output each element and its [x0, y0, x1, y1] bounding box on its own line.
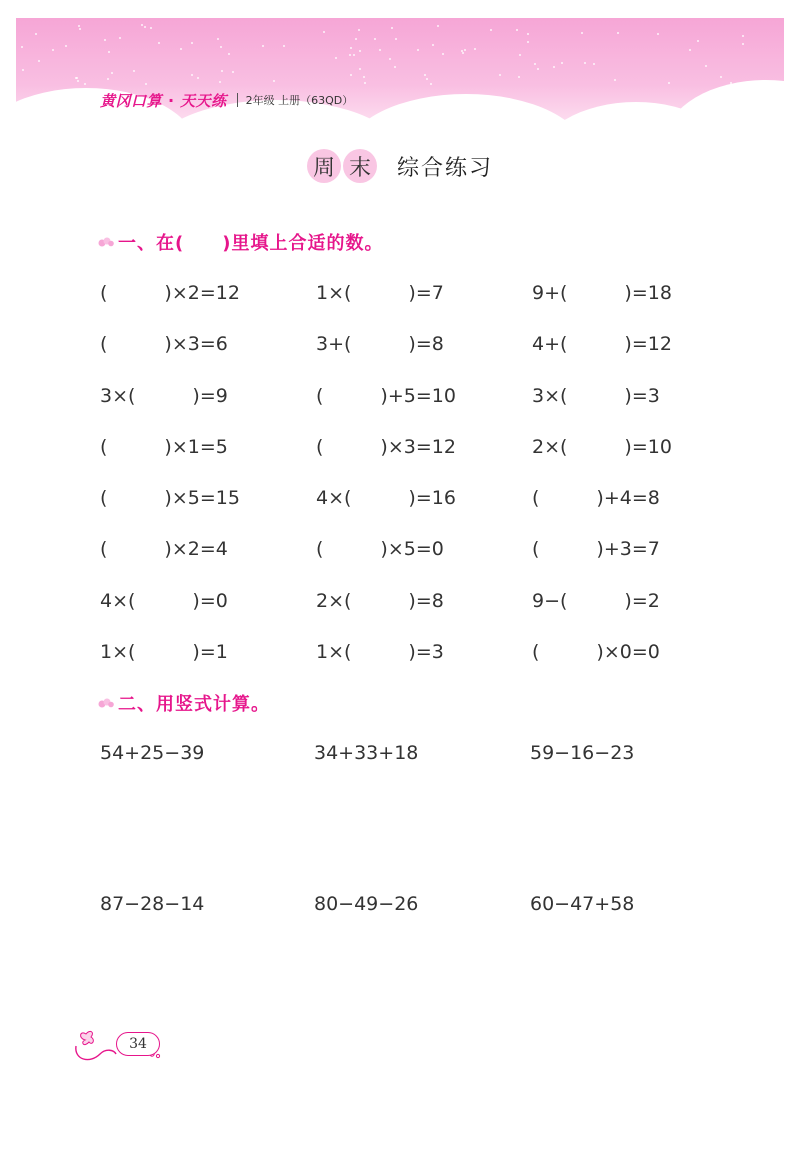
snow-dot [614, 79, 616, 81]
section-2-heading [98, 690, 270, 716]
snow-dot [197, 77, 199, 79]
snow-dot [394, 66, 396, 68]
snow-dot [499, 74, 501, 76]
snow-dot [145, 83, 147, 85]
snow-dot [141, 24, 143, 26]
snow-dot [464, 49, 466, 51]
title-badge-2: 末 [343, 149, 377, 183]
equation: 2×( )=8 [316, 589, 444, 612]
snow-dot [697, 40, 699, 42]
equation: ( )×5=0 [316, 538, 444, 561]
equation: 9+( )=18 [532, 282, 672, 304]
title-text: 综合练习 [396, 155, 493, 181]
snow-dot [77, 80, 79, 82]
section-1-label: 一、在( )里填上合适的数。 [118, 233, 384, 254]
snow-dot [490, 29, 492, 31]
snow-dot [593, 63, 595, 65]
brand-dot: · [168, 90, 175, 110]
cloud-shape [346, 94, 586, 130]
expression: 87−28−14 [100, 893, 205, 915]
equation: 1×( )=1 [100, 641, 228, 664]
page-title [0, 146, 800, 186]
snow-dot [349, 54, 351, 56]
equation: ( )+4=8 [532, 487, 660, 510]
snow-dot [22, 69, 24, 71]
snow-dot [668, 82, 670, 84]
snow-dot [462, 52, 464, 54]
expression: 60−47+58 [530, 893, 635, 915]
snow-dot [350, 47, 352, 49]
brand-subtitle: 天天练 [180, 91, 227, 110]
snow-dot [417, 49, 419, 51]
page-number: 34 [116, 1032, 160, 1056]
snow-dot [119, 37, 121, 39]
snow-dot [273, 80, 275, 82]
snow-dot [35, 33, 37, 35]
snow-dot [426, 78, 428, 80]
equation: ( )+5=10 [316, 384, 456, 407]
snow-dot [359, 68, 361, 70]
snow-dot [432, 44, 434, 46]
header-line [100, 89, 353, 111]
snow-dot [221, 70, 223, 72]
vertical-calc-grid [100, 738, 720, 1040]
snow-dot [657, 33, 659, 35]
equation: ( )+3=7 [532, 538, 660, 561]
snow-dot [537, 68, 539, 70]
snow-dot [395, 38, 397, 40]
expression: 80−49−26 [314, 893, 419, 915]
snow-dot [144, 26, 146, 28]
snow-dot [353, 54, 355, 56]
section-2-label: 二、用竖式计算。 [118, 694, 270, 715]
snow-dot [232, 71, 234, 73]
snow-dot [111, 72, 113, 74]
snow-dot [742, 43, 744, 45]
snow-dot [107, 78, 109, 80]
snow-dot [78, 25, 80, 27]
snow-dot [358, 29, 360, 31]
snow-dot [516, 29, 518, 31]
snow-dot [534, 63, 536, 65]
snow-dot [527, 41, 529, 43]
snow-dot [374, 38, 376, 40]
snow-dot [65, 45, 67, 47]
snow-dot [442, 53, 444, 55]
fill-blank-grid [100, 278, 720, 688]
flower-bullet-icon [98, 697, 114, 709]
expression: 54+25−39 [100, 742, 205, 764]
equation: ( )×3=6 [100, 333, 228, 356]
snow-dot [191, 42, 193, 44]
snow-dot [220, 46, 222, 48]
snow-dot [518, 76, 520, 78]
snow-dot [133, 70, 135, 72]
header-divider [237, 93, 238, 107]
snow-dot [389, 58, 391, 60]
snow-dot [150, 27, 152, 29]
brand-name: 黄冈口算 [100, 91, 163, 110]
snow-dot [561, 62, 563, 64]
snow-dot [84, 83, 86, 85]
snow-dot [581, 32, 583, 34]
snow-dot [430, 83, 432, 85]
equation: 3×( )=9 [100, 384, 228, 407]
equation: 1×( )=3 [316, 641, 444, 664]
snow-dot [350, 74, 352, 76]
snow-dot [79, 28, 81, 30]
snow-dot [474, 48, 476, 50]
flower-bullet-icon [98, 236, 114, 248]
snow-dot [553, 66, 555, 68]
expression: 34+33+18 [314, 742, 419, 764]
title-badge-1: 周 [307, 149, 341, 183]
snow-dot [21, 46, 23, 48]
snow-dot [38, 60, 40, 62]
equation: 3+( )=8 [316, 333, 444, 356]
snow-dot [335, 57, 337, 59]
snow-dot [364, 82, 366, 84]
snow-dot [527, 33, 529, 35]
equation: 4+( )=12 [532, 333, 672, 356]
equation: ( )×2=4 [100, 538, 228, 561]
snow-dot [283, 45, 285, 47]
snow-dot [75, 77, 77, 79]
equation: ( )×3=12 [316, 435, 456, 458]
snow-dot [355, 38, 357, 40]
snow-dot [617, 32, 619, 34]
snow-dot [323, 31, 325, 33]
equation: 2×( )=10 [532, 435, 672, 458]
page-footer [70, 1020, 170, 1070]
expression: 59−16−23 [530, 742, 635, 764]
header-banner [16, 18, 784, 130]
snow-dot [742, 35, 744, 37]
snow-dot [689, 49, 691, 51]
snow-dot [217, 38, 219, 40]
snow-dot [391, 27, 393, 29]
snow-dot [359, 50, 361, 52]
equation: 3×( )=3 [532, 384, 660, 407]
snow-dot [104, 39, 106, 41]
cloud-shape [666, 80, 784, 130]
snow-dot [108, 51, 110, 53]
equation: ( )×0=0 [532, 641, 660, 664]
snow-dot [363, 76, 365, 78]
equation: 4×( )=0 [100, 589, 228, 612]
section-1-heading [98, 229, 383, 255]
equation: ( )×5=15 [100, 487, 240, 510]
snow-dot [158, 42, 160, 44]
snow-dot [228, 53, 230, 55]
snow-dot [219, 81, 221, 83]
equation: ( )×2=12 [100, 282, 240, 304]
equation: 4×( )=16 [316, 487, 456, 510]
snow-dot [424, 74, 426, 76]
snow-dot [180, 48, 182, 50]
equation: ( )×1=5 [100, 435, 228, 458]
snow-dot [191, 74, 193, 76]
snow-dot [720, 76, 722, 78]
grade-label: 2年级 上册（63QD） [245, 94, 354, 107]
snow-dot [379, 49, 381, 51]
snow-dot [584, 62, 586, 64]
snow-dot [705, 65, 707, 67]
snow-dot [262, 45, 264, 47]
snow-dot [437, 25, 439, 27]
equation: 1×( )=7 [316, 282, 444, 304]
snow-dot [52, 49, 54, 51]
equation: 9−( )=2 [532, 589, 660, 612]
snow-dot [519, 54, 521, 56]
